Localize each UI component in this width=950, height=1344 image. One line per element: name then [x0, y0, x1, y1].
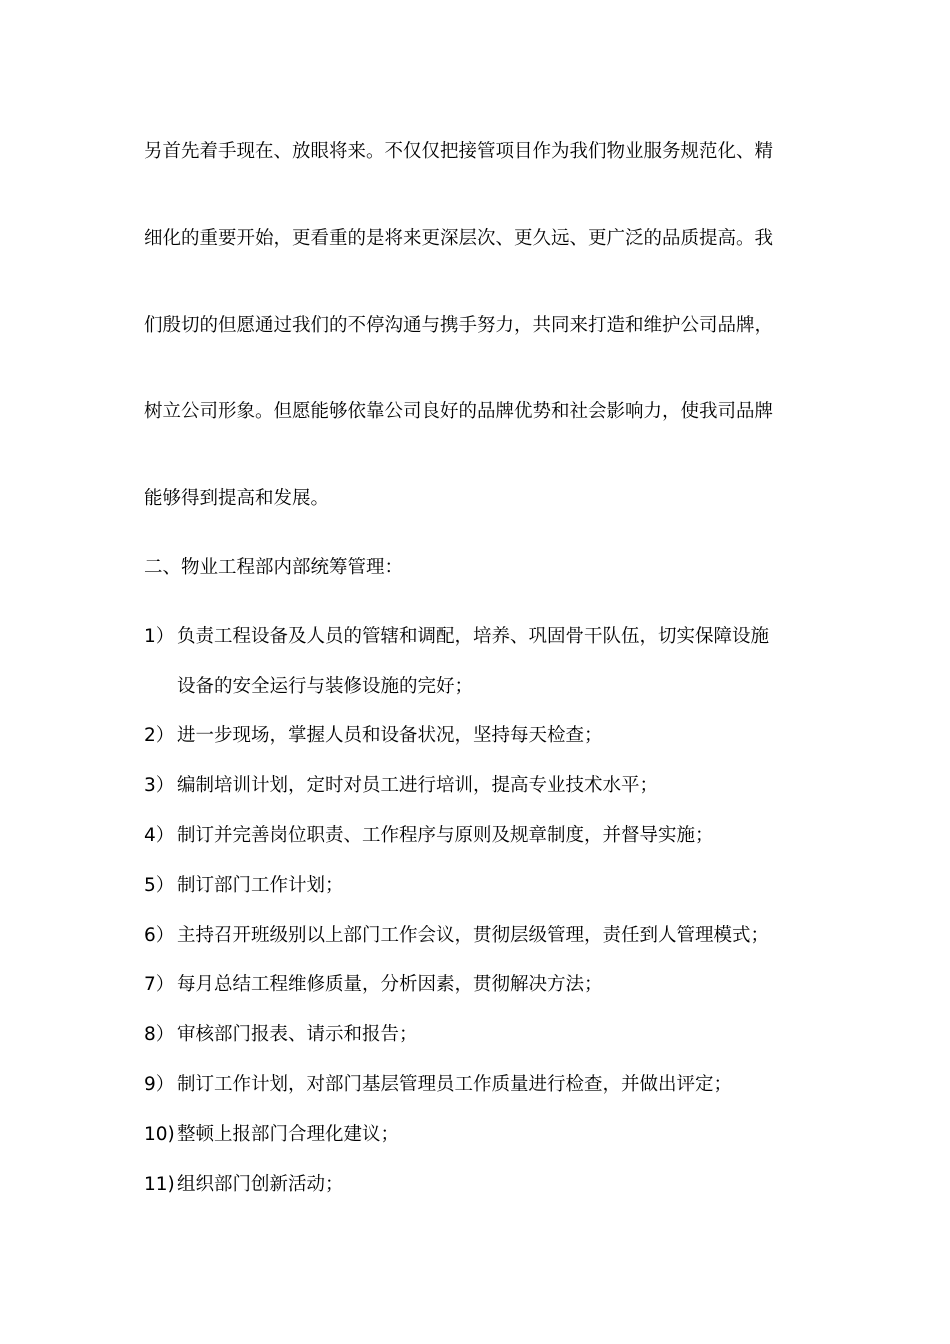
list-item-number: 1）	[144, 626, 175, 647]
list-item-number: 3）	[144, 775, 175, 796]
section-heading: 二、物业工程部内部统筹管理：	[144, 557, 404, 578]
list-item-text: 整顿上报部门合理化建议；	[177, 1124, 400, 1145]
paragraph-line: 细化的重要开始，更看重的是将来更深层次、更久远、更广泛的品质提高。我	[144, 228, 774, 249]
list-item-number: 11)	[144, 1174, 175, 1195]
list-item-number: 4）	[144, 825, 175, 846]
list-item-text: 制订部门工作计划；	[177, 875, 344, 896]
list-item-text: 制订工作计划，对部门基层管理员工作质量进行检查，并做出评定；	[177, 1074, 733, 1095]
list-item-number: 5）	[144, 875, 175, 896]
paragraph-line: 能够得到提高和发展。	[144, 488, 330, 509]
list-item-number: 9）	[144, 1074, 175, 1095]
list-item-text: 审核部门报表、请示和报告；	[177, 1024, 418, 1045]
list-item-number: 10)	[144, 1124, 175, 1145]
paragraph-line: 另首先着手现在、放眼将来。不仅仅把接管项目作为我们物业服务规范化、精	[144, 141, 774, 162]
list-item-number: 7）	[144, 974, 175, 995]
list-item-text: 组织部门创新活动；	[177, 1174, 344, 1195]
list-item-text: 主持召开班级别以上部门工作会议，贯彻层级管理，责任到人管理模式；	[177, 925, 770, 946]
list-item-text: 制订并完善岗位职责、工作程序与原则及规章制度，并督导实施；	[177, 825, 714, 846]
paragraph-line: 们殷切的但愿通过我们的不停沟通与携手努力，共同来打造和维护公司品牌，	[144, 315, 774, 336]
list-item-number: 2）	[144, 725, 175, 746]
list-item-text: 编制培训计划，定时对员工进行培训，提高专业技术水平；	[177, 775, 659, 796]
list-item-number: 8）	[144, 1024, 175, 1045]
paragraph-line: 树立公司形象。但愿能够依靠公司良好的品牌优势和社会影响力，使我司品牌	[144, 401, 774, 422]
list-item-text: 每月总结工程维修质量，分析因素，贯彻解决方法；	[177, 974, 603, 995]
list-item-number: 6）	[144, 925, 175, 946]
list-item-text: 负责工程设备及人员的管辖和调配，培养、巩固骨干队伍，切实保障设施	[177, 626, 770, 647]
list-item-continuation: 设备的安全运行与装修设施的完好；	[177, 676, 474, 697]
list-item-text: 进一步现场，掌握人员和设备状况，坚持每天检查；	[177, 725, 603, 746]
